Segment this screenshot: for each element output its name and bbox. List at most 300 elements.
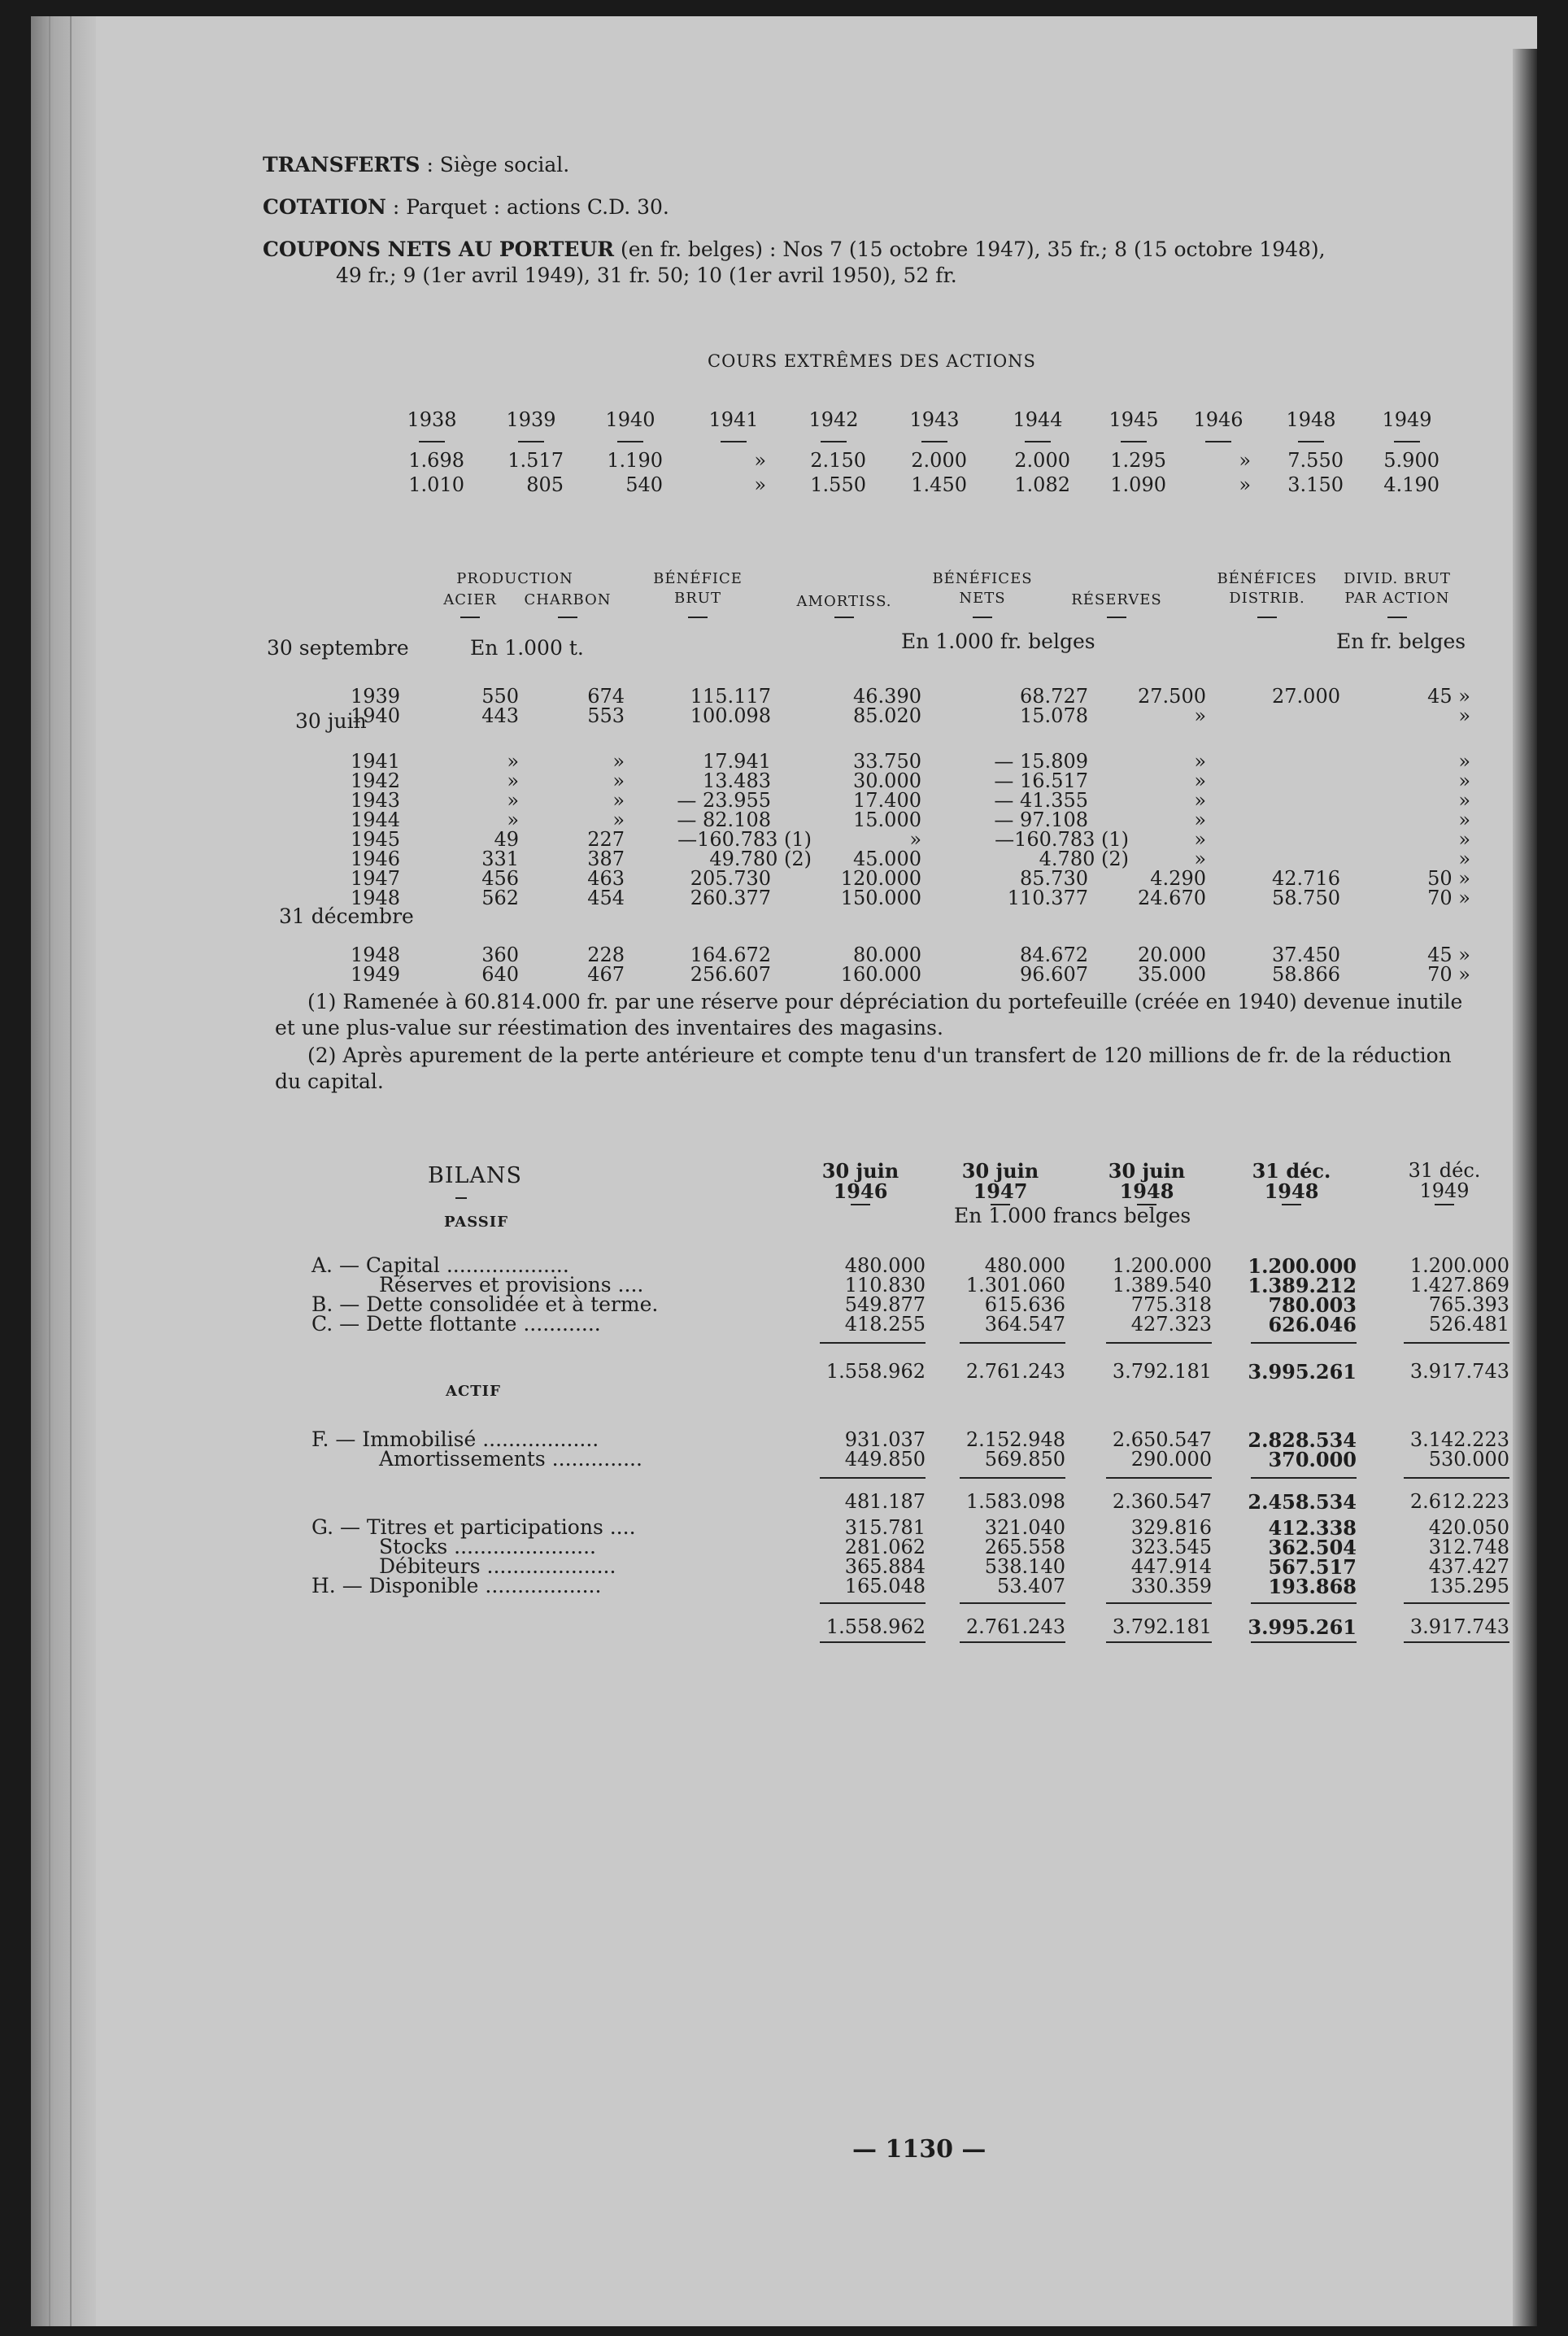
header-divid: DIVID. BRUT PAR ACTION [1344, 570, 1451, 608]
date-line1: 31 déc. [1252, 1159, 1331, 1183]
cours-dash [1121, 441, 1147, 442]
cell-charbon: » [612, 769, 625, 792]
bilans-title-dash [455, 1197, 467, 1199]
transferts-line [263, 153, 569, 177]
cours-dash [1205, 441, 1231, 442]
cell-amort: 45.000 [853, 848, 921, 870]
cell-brut: 164.672 [690, 944, 771, 966]
cell-res: » [1194, 769, 1206, 792]
passif-total-value: 3.917.743 [1409, 1360, 1509, 1383]
cell-brut: 49.780 (2) [709, 848, 812, 870]
capital-value: 480.000 [844, 1254, 926, 1277]
cours-low: 1.010 [408, 473, 464, 496]
cell-charbon: 228 [587, 944, 625, 966]
passif-total-value: 3.792.181 [1112, 1360, 1212, 1383]
cell-brut: 100.098 [690, 704, 771, 727]
cours-year: 1945 [1108, 408, 1159, 431]
cell-distrib: 37.450 [1272, 944, 1340, 966]
header-dash [1387, 617, 1407, 618]
cell-divid: 45 » [1427, 944, 1470, 966]
stocks-value: 312.748 [1428, 1536, 1509, 1558]
actif-subtotal-value: 2.458.534 [1248, 1490, 1357, 1514]
passif-total-value: 1.558.962 [825, 1360, 926, 1383]
period-30-septembre: 30 septembre [267, 636, 409, 660]
cell-res: » [1194, 750, 1206, 773]
header-dash [1257, 617, 1277, 618]
capital-label: A. — Capital ................... [311, 1253, 569, 1277]
period-30-juin: 30 juin [295, 709, 367, 733]
stocks-value: 362.504 [1268, 1536, 1357, 1559]
amortissements-label: Amortissements .............. [379, 1447, 642, 1471]
amortissements-value: 569.850 [984, 1448, 1065, 1471]
titres-value: 420.050 [1428, 1516, 1509, 1539]
cell-brut: — 23.955 [677, 789, 771, 812]
date-line2: 1946 [833, 1179, 888, 1203]
amortissements-value: 290.000 [1130, 1448, 1212, 1471]
date-dash [851, 1204, 870, 1205]
cours-dash [921, 441, 947, 442]
cell-amort: 85.020 [853, 704, 921, 727]
titres-value: 321.040 [984, 1516, 1065, 1539]
immobilise-label: F. — Immobilisé .................. [311, 1427, 599, 1451]
date-dash [1435, 1204, 1454, 1205]
dette-flottante-label: C. — Dette flottante ............ [311, 1312, 601, 1336]
amortissements-value: 449.850 [844, 1448, 926, 1471]
cours-low: 1.550 [810, 473, 866, 496]
cell-res: » [1194, 808, 1206, 831]
actif-total-value: 3.792.181 [1112, 1615, 1212, 1638]
header-dash [834, 617, 854, 618]
cell-amort: 30.000 [853, 769, 921, 792]
reserves-value: 1.389.540 [1112, 1274, 1212, 1297]
cell-brut: 205.730 [690, 867, 771, 890]
disponible-value: 165.048 [844, 1575, 926, 1597]
cell-charbon: 553 [587, 704, 625, 727]
row-year: 1944 [351, 808, 401, 831]
cell-nets: 85.730 [1020, 867, 1088, 890]
cell-divid: » [1458, 750, 1470, 773]
dette-consolidee-value: 765.393 [1428, 1293, 1509, 1316]
cell-acier: 456 [481, 867, 519, 890]
total-rule [960, 1602, 1065, 1604]
cours-year: 1938 [407, 408, 457, 431]
footnote-1: (1) Ramenée à 60.814.000 fr. par une réserve pour dépréciation du portefeuille (créée en 1940) devenue inutile et une plus-value sur réestimation des inventaires des magasins. [275, 990, 1463, 1039]
header-dash [558, 617, 577, 618]
cours-year: 1944 [1013, 408, 1063, 431]
total-rule [1106, 1602, 1212, 1604]
titres-value: 315.781 [844, 1516, 926, 1539]
cell-brut: 17.941 [703, 750, 771, 773]
cell-nets: 96.607 [1020, 963, 1088, 986]
passif-total-value: 2.761.243 [965, 1360, 1065, 1383]
debiteurs-label: Débiteurs .................... [379, 1554, 616, 1578]
cell-brut: —160.783 (1) [677, 828, 812, 851]
dette-flottante-value: 526.481 [1428, 1313, 1509, 1336]
date-dash [1282, 1204, 1301, 1205]
cell-divid: » [1458, 848, 1470, 870]
total-rule [820, 1477, 926, 1479]
cell-res: 20.000 [1138, 944, 1206, 966]
row-year: 1949 [351, 963, 401, 986]
dette-consolidee-value: 549.877 [844, 1293, 926, 1316]
cours-dash [419, 441, 445, 442]
cours-high: 2.000 [1014, 449, 1070, 472]
bilans-title: BILANS [428, 1163, 523, 1188]
debiteurs-value: 437.427 [1428, 1555, 1509, 1578]
transferts-value: : Siège social. [426, 153, 570, 177]
cell-charbon: 467 [587, 963, 625, 986]
total-rule [820, 1342, 926, 1344]
cours-year: 1939 [506, 408, 556, 431]
cell-amort: 33.750 [853, 750, 921, 773]
actif-total-value: 2.761.243 [965, 1615, 1065, 1638]
cell-acier: 550 [481, 685, 519, 708]
coupons-line2: 49 fr.; 9 (1er avril 1949), 31 fr. 50; 10 (1er avril 1950), 52 fr. [336, 264, 957, 287]
cours-low: » [754, 473, 766, 496]
dette-consolidee-value: 775.318 [1130, 1293, 1212, 1316]
actif-subtotal-value: 2.360.547 [1112, 1490, 1212, 1513]
document-page [31, 16, 1537, 2326]
cours-high: 1.295 [1110, 449, 1166, 472]
actif-subtotal-value: 2.612.223 [1409, 1490, 1509, 1513]
total-rule [1404, 1602, 1509, 1604]
disponible-value: 53.407 [997, 1575, 1065, 1597]
cell-acier: 331 [481, 848, 519, 870]
page-binding [31, 16, 96, 2326]
cell-divid: » [1458, 789, 1470, 812]
cell-amort: 120.000 [840, 867, 921, 890]
dette-flottante-value: 418.255 [844, 1313, 926, 1336]
capital-value: 1.200.000 [1248, 1254, 1357, 1278]
period-31-decembre: 31 décembre [279, 904, 414, 928]
unit-tonnes: En 1.000 t. [470, 636, 584, 660]
page-number: — 1130 — [852, 2135, 987, 2164]
cell-res: » [1194, 848, 1206, 870]
row-year: 1947 [351, 867, 401, 890]
cours-low: 540 [625, 473, 663, 496]
cell-charbon: 463 [587, 867, 625, 890]
stocks-value: 281.062 [844, 1536, 926, 1558]
stocks-value: 265.558 [984, 1536, 1065, 1558]
dette-consolidee-value: 615.636 [984, 1293, 1065, 1316]
total-rule [1106, 1342, 1212, 1344]
header-amortiss: AMORTISS. [796, 593, 892, 610]
cours-dash [821, 441, 847, 442]
cell-nets: 110.377 [1007, 887, 1088, 909]
cotation-value: : Parquet : actions C.D. 30. [392, 195, 669, 219]
row-year: 1939 [351, 685, 401, 708]
cell-res: 27.500 [1138, 685, 1206, 708]
row-year: 1945 [351, 828, 401, 851]
cell-res: » [1194, 704, 1206, 727]
page-edge [1513, 49, 1537, 2326]
total-rule [820, 1602, 926, 1604]
passif-total-value: 3.995.261 [1248, 1360, 1357, 1384]
header-dash [1107, 617, 1126, 618]
capital-value: 1.200.000 [1409, 1254, 1509, 1277]
cotation-label: COTATION [263, 195, 386, 219]
stocks-label: Stocks ...................... [379, 1535, 596, 1558]
cell-charbon: » [612, 789, 625, 812]
cell-amort: » [909, 828, 921, 851]
cell-charbon: » [612, 808, 625, 831]
cell-charbon: 387 [587, 848, 625, 870]
cell-brut: 256.607 [690, 963, 771, 986]
capital-value: 1.200.000 [1112, 1254, 1212, 1277]
footnote-2: (2) Après apurement de la perte antérieure et compte tenu d'un transfert de 120 millions de fr. de la réduction du capital. [275, 1044, 1452, 1093]
cours-low: 4.190 [1383, 473, 1440, 496]
cell-amort: 150.000 [840, 887, 921, 909]
cell-nets: 4.780 (2) [1039, 848, 1129, 870]
dette-flottante-value: 626.046 [1268, 1313, 1357, 1336]
cours-high: 1.517 [507, 449, 564, 472]
row-year: 1948 [351, 944, 401, 966]
cell-brut: 13.483 [703, 769, 771, 792]
capital-value: 480.000 [984, 1254, 1065, 1277]
dette-flottante-value: 427.323 [1130, 1313, 1212, 1336]
cell-acier: 640 [481, 963, 519, 986]
header-dash [688, 617, 708, 618]
cours-year: 1940 [605, 408, 656, 431]
binding-line [70, 16, 72, 2326]
cell-divid: » [1458, 808, 1470, 831]
date-line1: 30 juin [821, 1159, 899, 1183]
total-rule [1404, 1477, 1509, 1479]
total-rule [1251, 1342, 1357, 1344]
cell-charbon: » [612, 750, 625, 773]
binding-line [49, 16, 50, 2326]
actif-label: ACTIF [446, 1383, 501, 1400]
row-year: 1942 [351, 769, 401, 792]
cours-low: 1.082 [1014, 473, 1070, 496]
date-line2: 1949 [1419, 1179, 1470, 1202]
debiteurs-value: 365.884 [844, 1555, 926, 1578]
cours-low: 1.090 [1110, 473, 1166, 496]
cours-high: 1.190 [607, 449, 663, 472]
coupons-line [263, 238, 1326, 261]
immobilise-value: 2.650.547 [1112, 1428, 1212, 1451]
row-year: 1943 [351, 789, 401, 812]
stocks-value: 323.545 [1130, 1536, 1212, 1558]
dette-flottante-value: 364.547 [984, 1313, 1065, 1336]
total-rule [1251, 1477, 1357, 1479]
cell-acier: » [507, 750, 519, 773]
cours-high: » [1239, 449, 1251, 472]
cours-year: 1941 [708, 408, 759, 431]
cours-high: 2.000 [911, 449, 967, 472]
reserves-value: 1.389.212 [1248, 1274, 1357, 1297]
reserves-value: 110.830 [844, 1274, 926, 1297]
disponible-value: 193.868 [1268, 1575, 1357, 1598]
cell-charbon: 454 [587, 887, 625, 909]
cours-high: 1.698 [408, 449, 464, 472]
row-year: 1940 [351, 704, 401, 727]
actif-total-value: 1.558.962 [825, 1615, 926, 1638]
header-acier: ACIER [443, 591, 497, 608]
cell-divid: » [1458, 828, 1470, 851]
cell-brut: — 82.108 [677, 808, 771, 831]
cell-acier: 360 [481, 944, 519, 966]
cell-divid: 45 » [1427, 685, 1470, 708]
cell-res: 35.000 [1138, 963, 1206, 986]
disponible-value: 330.359 [1130, 1575, 1212, 1597]
cours-high: 5.900 [1383, 449, 1440, 472]
actif-subtotal-value: 481.187 [844, 1490, 926, 1513]
cell-amort: 15.000 [853, 808, 921, 831]
date-line2: 1948 [1119, 1179, 1174, 1203]
cours-year: 1949 [1382, 408, 1432, 431]
actif-total-value: 3.917.743 [1409, 1615, 1509, 1638]
cell-distrib: 42.716 [1272, 867, 1340, 890]
total-rule [820, 1641, 926, 1643]
cours-dash [1394, 441, 1420, 442]
header-benefices-distrib: BÉNÉFICES DISTRIB. [1217, 570, 1318, 608]
titres-label: G. — Titres et participations .... [311, 1515, 636, 1539]
immobilise-value: 3.142.223 [1409, 1428, 1509, 1451]
amortissements-value: 530.000 [1428, 1448, 1509, 1471]
row-year: 1946 [351, 848, 401, 870]
cell-nets: 68.727 [1020, 685, 1088, 708]
total-rule [1251, 1641, 1357, 1643]
date-line2: 1947 [973, 1179, 1028, 1203]
cell-nets: 15.078 [1020, 704, 1088, 727]
cell-amort: 17.400 [853, 789, 921, 812]
total-rule [960, 1477, 1065, 1479]
cell-res: » [1194, 828, 1206, 851]
date-line1: 30 juin [1108, 1159, 1186, 1183]
cell-nets: — 97.108 [994, 808, 1088, 831]
total-rule [960, 1641, 1065, 1643]
row-year: 1941 [351, 750, 401, 773]
cours-year: 1946 [1193, 408, 1244, 431]
cell-acier: 562 [481, 887, 519, 909]
cell-brut: 260.377 [690, 887, 771, 909]
cours-year: 1943 [909, 408, 960, 431]
titres-value: 329.816 [1130, 1516, 1212, 1539]
cours-dash [1025, 441, 1051, 442]
total-rule [1404, 1342, 1509, 1344]
cours-low: 805 [526, 473, 564, 496]
bilans-unit: En 1.000 francs belges [954, 1204, 1191, 1227]
cell-distrib: 27.000 [1272, 685, 1340, 708]
disponible-value: 135.295 [1428, 1575, 1509, 1597]
titres-value: 412.338 [1268, 1516, 1357, 1540]
cell-nets: —160.783 (1) [995, 828, 1129, 851]
cell-nets: — 16.517 [994, 769, 1088, 792]
actif-subtotal-value: 1.583.098 [965, 1490, 1065, 1513]
cell-divid: 70 » [1427, 963, 1470, 986]
immobilise-value: 2.152.948 [965, 1428, 1065, 1451]
cell-acier: » [507, 769, 519, 792]
cell-brut: 115.117 [690, 685, 771, 708]
cell-acier: 443 [481, 704, 519, 727]
cell-amort: 46.390 [853, 685, 921, 708]
debiteurs-value: 538.140 [984, 1555, 1065, 1578]
disponible-label: H. — Disponible .................. [311, 1574, 602, 1597]
header-production: PRODUCTION [456, 570, 573, 587]
cell-distrib: 58.750 [1272, 887, 1340, 909]
cours-title: COURS EXTRÊMES DES ACTIONS [708, 351, 1036, 371]
amortissements-value: 370.000 [1268, 1448, 1357, 1471]
cell-nets: — 15.809 [994, 750, 1088, 773]
header-benefices-nets: BÉNÉFICES NETS [932, 570, 1033, 608]
cell-acier: » [507, 789, 519, 812]
cours-low: 3.150 [1287, 473, 1344, 496]
cours-dash [617, 441, 643, 442]
cell-nets: 84.672 [1020, 944, 1088, 966]
header-charbon: CHARBON [524, 591, 612, 608]
unit-francs: En 1.000 fr. belges [901, 630, 1095, 653]
coupons-label: COUPONS NETS AU PORTEUR [263, 238, 614, 261]
total-rule [1404, 1641, 1509, 1643]
cell-distrib: 58.866 [1272, 963, 1340, 986]
cell-amort: 160.000 [840, 963, 921, 986]
header-dash [460, 617, 480, 618]
total-rule [1251, 1602, 1357, 1604]
cell-acier: 49 [494, 828, 519, 851]
unit-francs-belges: En fr. belges [1336, 630, 1466, 653]
cours-dash [518, 441, 544, 442]
row-year: 1948 [351, 887, 401, 909]
immobilise-value: 2.828.534 [1248, 1428, 1357, 1452]
cell-charbon: 674 [587, 685, 625, 708]
cours-low: » [1239, 473, 1251, 496]
header-dash [973, 617, 992, 618]
debiteurs-value: 447.914 [1130, 1555, 1212, 1578]
total-rule [1106, 1477, 1212, 1479]
cell-divid: 50 » [1427, 867, 1470, 890]
cours-low: 1.450 [911, 473, 967, 496]
cours-year: 1948 [1286, 408, 1336, 431]
total-rule [960, 1342, 1065, 1344]
immobilise-value: 931.037 [844, 1428, 926, 1451]
cell-divid: » [1458, 704, 1470, 727]
passif-label: PASSIF [444, 1214, 508, 1231]
cours-dash [1298, 441, 1324, 442]
header-reserves: RÉSERVES [1071, 591, 1162, 608]
cell-divid: » [1458, 769, 1470, 792]
date-line1: 31 déc. [1408, 1159, 1481, 1182]
reserves-value: 1.427.869 [1409, 1274, 1509, 1297]
reserves-value: 1.301.060 [965, 1274, 1065, 1297]
cours-high: 2.150 [810, 449, 866, 472]
reserves-label: Réserves et provisions .... [379, 1273, 644, 1297]
coupons-line1: (en fr. belges) : Nos 7 (15 octobre 1947), 35 fr.; 8 (15 octobre 1948), [620, 238, 1326, 261]
cell-charbon: 227 [587, 828, 625, 851]
dette-consolidee-label: B. — Dette consolidée et à terme. [311, 1292, 659, 1316]
cours-dash [721, 441, 747, 442]
cell-acier: » [507, 808, 519, 831]
cours-high: 7.550 [1287, 449, 1344, 472]
cours-year: 1942 [808, 408, 859, 431]
cell-res: 24.670 [1138, 887, 1206, 909]
dette-consolidee-value: 780.003 [1268, 1293, 1357, 1317]
debiteurs-value: 567.517 [1268, 1555, 1357, 1579]
transferts-label: TRANSFERTS [263, 153, 420, 177]
cell-divid: 70 » [1427, 887, 1470, 909]
date-line2: 1948 [1264, 1179, 1319, 1203]
total-rule [1106, 1641, 1212, 1643]
cell-amort: 80.000 [853, 944, 921, 966]
actif-total-value: 3.995.261 [1248, 1615, 1357, 1639]
header-benefice-brut: BÉNÉFICE BRUT [653, 570, 743, 608]
cell-nets: — 41.355 [994, 789, 1088, 812]
cotation-line [263, 195, 669, 219]
cell-res: » [1194, 789, 1206, 812]
date-line1: 30 juin [961, 1159, 1039, 1183]
cours-high: » [754, 449, 766, 472]
cell-res: 4.290 [1150, 867, 1206, 890]
